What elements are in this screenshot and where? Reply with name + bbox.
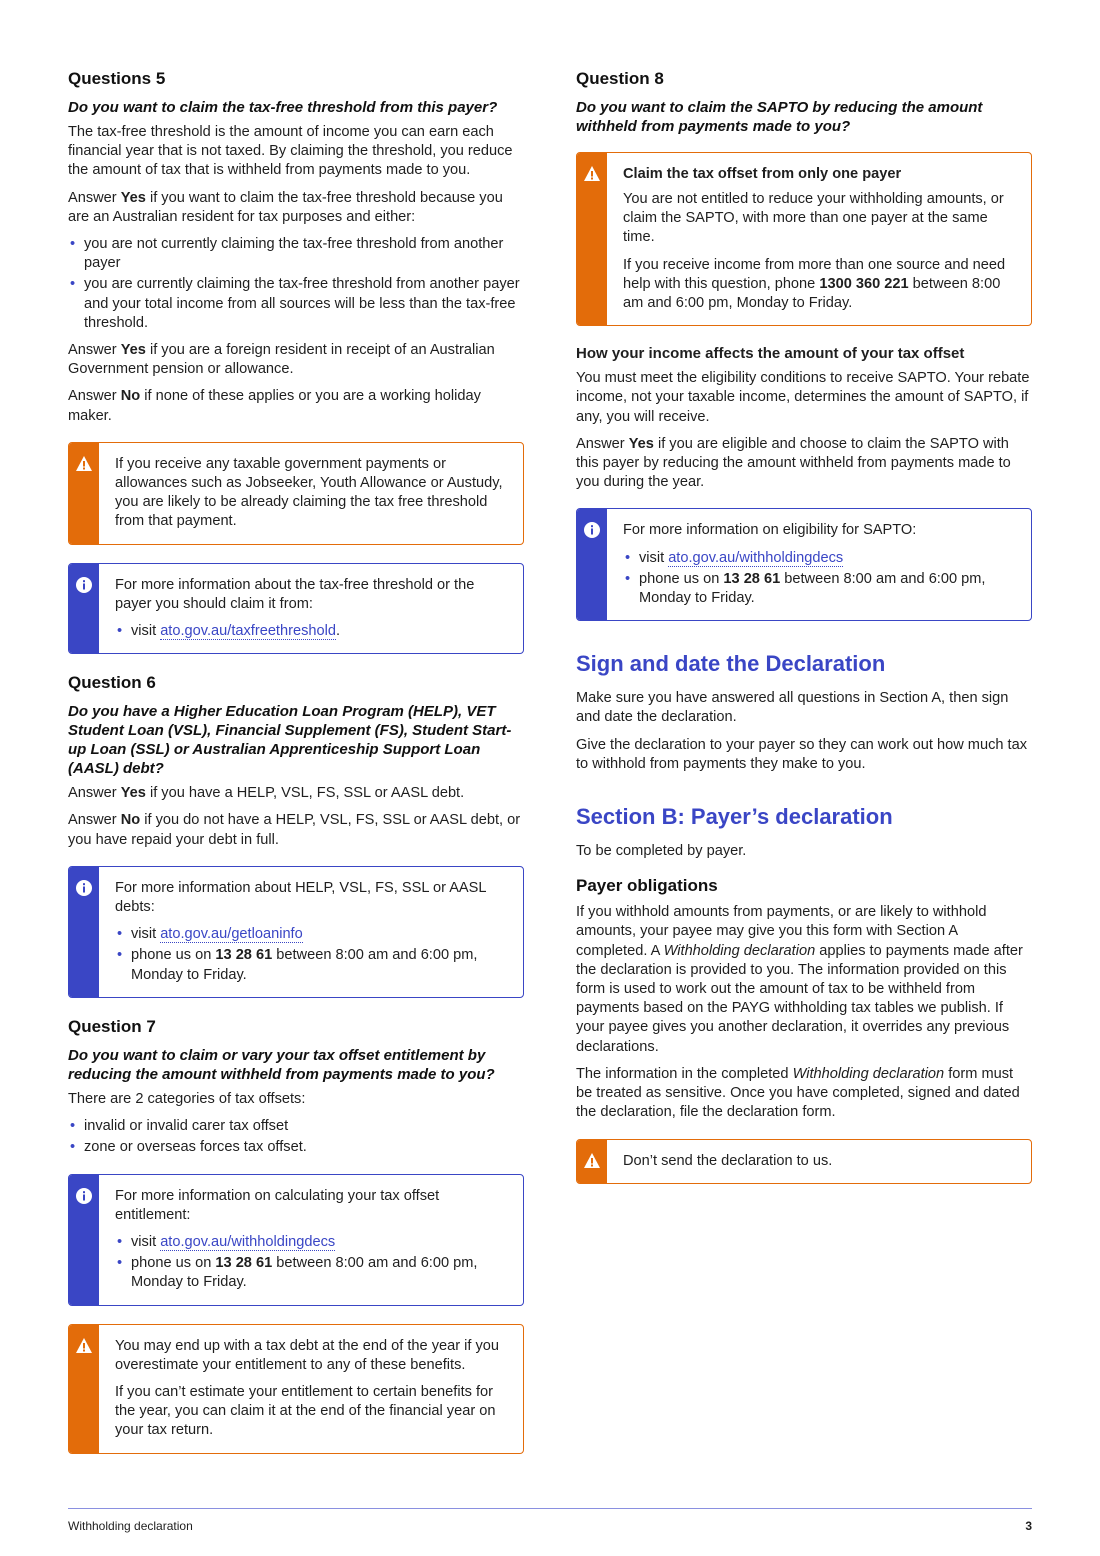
- list-item: • visit ato.gov.au/taxfreethreshold.: [115, 622, 511, 641]
- q5-heading: Questions 5: [68, 69, 166, 88]
- section-b-para-2: If you withhold amounts from payments, or are likely to withhold amounts, your payee may give you this form with Section A completed. A Withholding declaration applies to payments made after the declaration is provided to you. The information provided on this form is used to work out the amount of tax to be withheld from payments based on the PAYG withholding tax tables we publish. If your payee gives you another declaration, it overrides any previous declarations.: [576, 904, 1023, 1055]
- section-b-para-3: The information in the completed Withholding declaration form must be treated as sensitive. Once you have completed, signed and dated the declaration, file the declaration form.: [576, 1065, 1020, 1121]
- q5-para-4: Answer No if none of these applies or you are a working holiday maker.: [68, 388, 481, 424]
- q5-bullets: [68, 235, 524, 333]
- q7-info-box: [68, 1174, 524, 1306]
- q7-question: Do you want to claim or vary your tax offset entitlement by reducing the amount withheld from payments made to you?: [68, 1046, 495, 1083]
- list-item: • phone us on 13 28 61 between 8:00 am and 6:00 pm, Monday to Friday.: [623, 570, 1019, 608]
- list-item: • you are not currently claiming the tax-free threshold from another payer: [68, 235, 524, 273]
- left-column: [68, 68, 524, 1472]
- list-item: • phone us on 13 28 61 between 8:00 am and 6:00 pm, Monday to Friday.: [115, 946, 511, 984]
- q8-warning-title: Claim the tax offset from only one payer: [623, 166, 902, 182]
- q8-para-1: You must meet the eligibility conditions to receive SAPTO. Your rebate income, not your taxable income, determines the amount of SAPTO, if any, you will receive.: [576, 370, 1030, 425]
- list-item: • visit ato.gov.au/withholdingdecs: [623, 549, 1019, 568]
- q7-warning-para-1: You may end up with a tax debt at the end of the year if you overestimate your entitlement to any of these benefits.: [115, 1337, 500, 1373]
- withholdingdecs-link[interactable]: ato.gov.au/withholdingdecs: [668, 549, 844, 566]
- q6-para-2: Answer No if you do not have a HELP, VSL, FS, SSL or AASL debt, or you have repaid your debt in full.: [68, 812, 521, 848]
- q6-info-text: For more information about HELP, VSL, FS, SSL or AASL debts:: [115, 879, 486, 916]
- q7-heading: Question 7: [68, 1016, 156, 1036]
- q6-info-box: [68, 866, 524, 998]
- q8-info-text: For more information on eligibility for SAPTO:: [623, 522, 917, 539]
- section-b-warning-box: [576, 1139, 1032, 1184]
- list-item: • you are currently claiming the tax-free threshold from another payer and your total income from all sources will be less than the tax-free threshold.: [68, 275, 524, 333]
- q8-para-2: Answer Yes if you are eligible and choose to claim the SAPTO with this payer by reducing the amount withheld from payments made to you during the year.: [576, 435, 1011, 491]
- sign-para-1: Make sure you have answered all questions in Section A, then sign and date the declaration.: [576, 690, 1009, 726]
- q7-warning-para-2: If you can’t estimate your entitlement to certain benefits for the year, you can claim it at the end of the financial year on your tax return.: [115, 1383, 496, 1439]
- warning-icon: [75, 1337, 93, 1355]
- q7-info-text: For more information on calculating your tax offset entitlement:: [115, 1187, 440, 1223]
- q5-para-3: Answer Yes if you are a foreign resident in receipt of an Australian Government pension or allowance.: [68, 342, 495, 378]
- page-footer: [68, 1508, 1032, 1533]
- getloaninfo-link[interactable]: ato.gov.au/getloaninfo: [160, 926, 303, 943]
- info-icon: [75, 576, 93, 594]
- section-b-heading: Section B: Payer’s declaration: [576, 804, 893, 830]
- q8-info-box: [576, 508, 1032, 621]
- right-column: [576, 68, 1032, 1202]
- q8-subheading: How your income affects the amount of your tax offset: [576, 345, 965, 363]
- list-item: • zone or overseas forces tax offset.: [68, 1138, 524, 1157]
- warning-icon: [583, 1152, 601, 1170]
- q8-warning-box: [576, 152, 1032, 326]
- list-item: • visit ato.gov.au/withholdingdecs: [115, 1233, 511, 1252]
- q6-question: Do you have a Higher Education Loan Program (HELP), VET Student Loan (VSL), Financial Supplement (FS), Student Start-up Loan (SSL) or Australian Apprenticeship Support Loan (AASL) debt?: [68, 703, 512, 778]
- q5-para-2: Answer Yes if you want to claim the tax-free threshold because you are an Australian resident for tax purposes and either:: [68, 189, 503, 225]
- q8-warning-para-2: If you receive income from more than one source and need help with this question, phone 1300 360 221 between 8:00 am and 6:00 pm, Monday to Friday.: [623, 256, 1006, 312]
- sign-para-2: Give the declaration to your payer so they can work out how much tax to withhold from payments they make to you.: [576, 736, 1028, 772]
- page-number: 3: [1025, 1519, 1032, 1533]
- q8-heading: Question 8: [576, 69, 664, 88]
- info-icon: [75, 879, 93, 897]
- list-item: • visit ato.gov.au/getloaninfo: [115, 925, 511, 944]
- taxfreethreshold-link[interactable]: ato.gov.au/taxfreethreshold: [160, 623, 336, 640]
- warning-icon: [583, 165, 601, 183]
- q5-info-text: For more information about the tax-free threshold or the payer you should claim it from:: [115, 576, 475, 612]
- q8-warning-para-1: You are not entitled to reduce your withholding amounts, or claim the SAPTO, with more than one payer at the same time.: [623, 191, 1004, 246]
- section-b-para-1: To be completed by payer.: [576, 843, 747, 860]
- q5-warning-text: If you receive any taxable government payments or allowances such as Jobseeker, Youth Allowance or Austudy, you are likely to be already claiming the tax free threshold from that payment.: [115, 455, 503, 530]
- q7-para-1: There are 2 categories of tax offsets:: [68, 1090, 306, 1107]
- info-icon: [583, 521, 601, 539]
- q5-info-box: [68, 563, 524, 655]
- q6-para-1: Answer Yes if you have a HELP, VSL, FS, SSL or AASL debt.: [68, 785, 465, 802]
- warning-icon: [75, 455, 93, 473]
- q5-para-1: The tax-free threshold is the amount of income you can earn each financial year that is not taxed. By claiming the threshold, you reduce the amount of tax that is withheld from payments made to you.: [68, 124, 513, 179]
- list-item: • invalid or invalid carer tax offset: [68, 1117, 524, 1136]
- section-b-warning-text: Don’t send the declaration to us.: [623, 1152, 833, 1169]
- info-icon: [75, 1187, 93, 1205]
- payer-obligations-heading: Payer obligations: [576, 876, 718, 896]
- q7-bullets: [68, 1117, 524, 1157]
- sign-heading: Sign and date the Declaration: [576, 651, 886, 677]
- q6-heading: Question 6: [68, 673, 156, 693]
- q8-question: Do you want to claim the SAPTO by reducing the amount withheld from payments made to you?: [576, 99, 983, 135]
- q5-question: Do you want to claim the tax-free threshold from this payer?: [68, 99, 498, 116]
- q5-warning-box: [68, 442, 524, 545]
- withholdingdecs-link[interactable]: ato.gov.au/withholdingdecs: [160, 1233, 336, 1250]
- list-item: • phone us on 13 28 61 between 8:00 am and 6:00 pm, Monday to Friday.: [115, 1254, 511, 1292]
- q7-warning-box: [68, 1324, 524, 1454]
- footer-title: Withholding declaration: [68, 1519, 193, 1533]
